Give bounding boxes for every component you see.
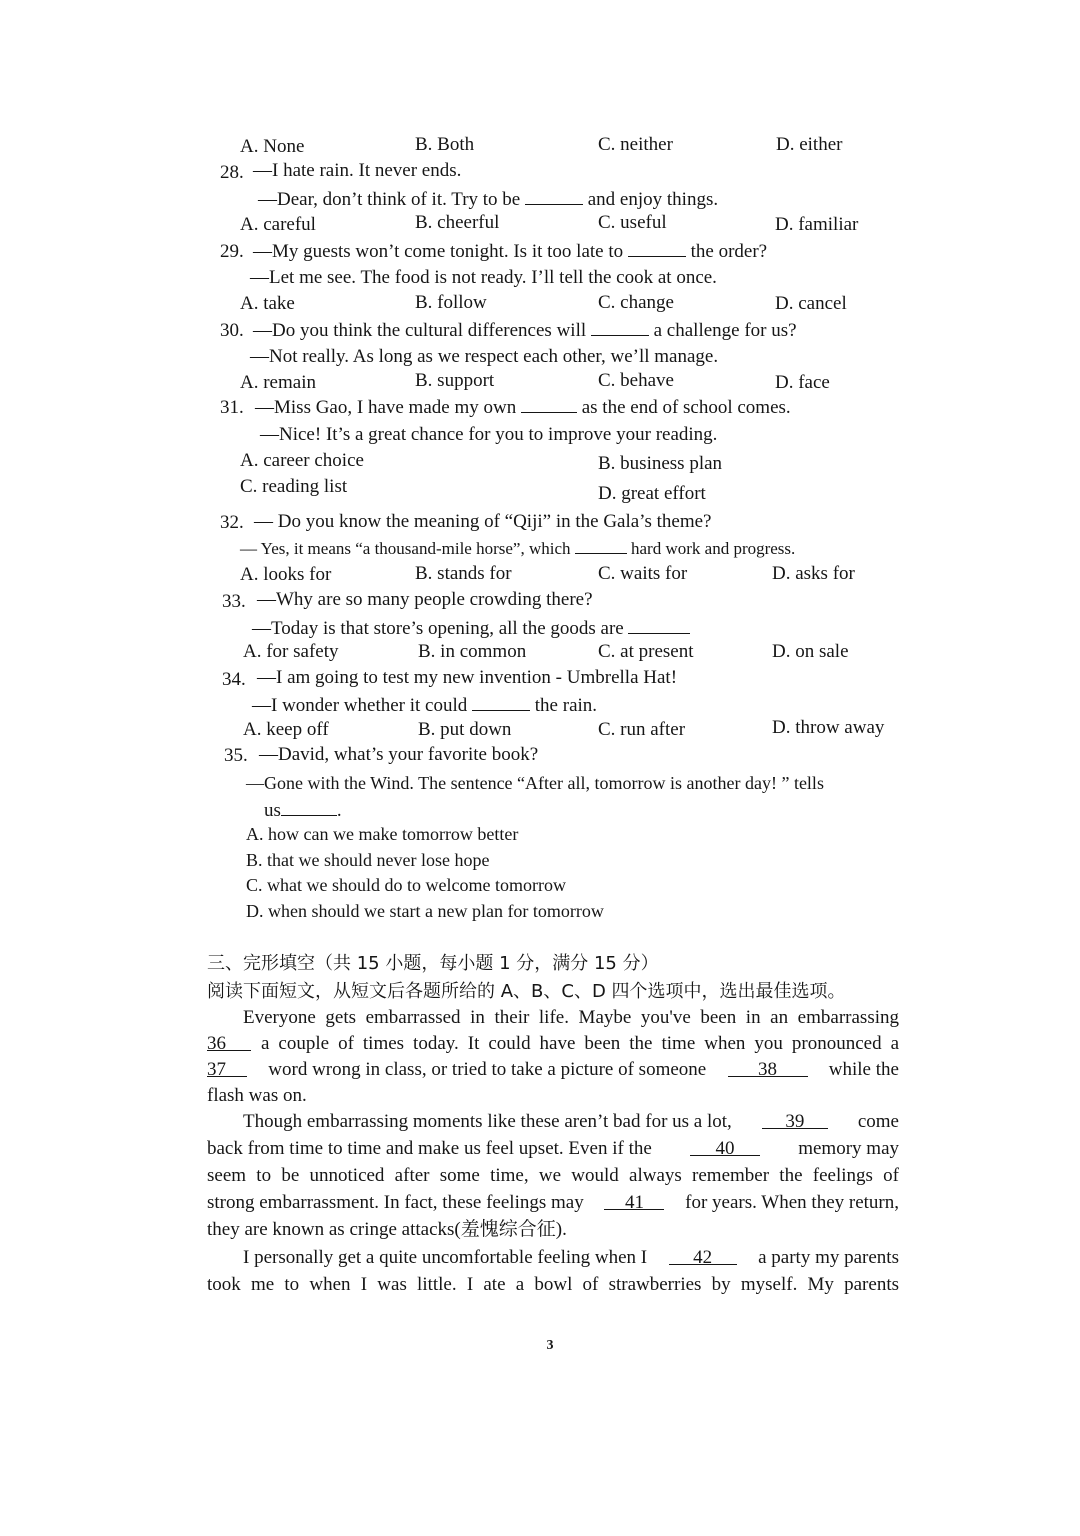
q33-option-a: A. for safety bbox=[243, 641, 339, 662]
q28-number: 28. bbox=[220, 162, 244, 183]
q30-option-d: D. face bbox=[775, 372, 830, 393]
q32-number: 32. bbox=[220, 512, 244, 533]
q33-blank bbox=[628, 615, 690, 634]
q30-line1-before: —Do you think the cultural differences will bbox=[253, 320, 587, 341]
q32-line2 bbox=[240, 537, 795, 561]
passage-p2-line2-after: memory may bbox=[798, 1138, 899, 1159]
q29-option-c: C. change bbox=[598, 292, 674, 313]
blank-41: 41 bbox=[604, 1191, 664, 1210]
q29-option-b: B. follow bbox=[415, 292, 487, 313]
q29-line1-after: the order? bbox=[690, 241, 768, 262]
q35-blank bbox=[281, 797, 337, 816]
q30-number: 30. bbox=[220, 320, 244, 341]
blank-39: 39 bbox=[762, 1110, 828, 1129]
q29-line2: —Let me see. The food is not ready. I’ll tell the cook at once. bbox=[250, 267, 717, 288]
q30-option-b: B. support bbox=[415, 370, 495, 391]
q31-number: 31. bbox=[220, 397, 244, 418]
q30-line1 bbox=[253, 317, 797, 343]
blank-42: 42 bbox=[669, 1246, 737, 1265]
passage-p3-line1 bbox=[243, 1246, 899, 1270]
q34-number: 34. bbox=[222, 669, 246, 690]
q28-line2-before: —Dear, don’t think of it. Try to be bbox=[258, 189, 521, 210]
q35-line3: us . bbox=[264, 797, 342, 823]
passage-p1-line2-text: a couple of times today. It could have been the time when you pronounced a bbox=[261, 1033, 899, 1054]
q28-option-c: C. useful bbox=[598, 212, 667, 233]
q32-option-a: A. looks for bbox=[240, 564, 332, 585]
passage-p2-line4 bbox=[207, 1191, 899, 1215]
q32-line1: — Do you know the meaning of “Qiji” in the Gala’s theme? bbox=[254, 511, 712, 532]
q35-option-b: B. that we should never lose hope bbox=[246, 850, 490, 870]
q31-option-a: A. career choice bbox=[240, 450, 364, 471]
q29-blank bbox=[628, 238, 686, 257]
q27-option-c: C. neither bbox=[598, 134, 673, 155]
q34-line2 bbox=[252, 692, 597, 718]
q35-number: 35. bbox=[224, 745, 248, 766]
passage-p3-line1-before: I personally get a quite uncomfortable feeling when I bbox=[243, 1247, 648, 1268]
q28-option-b: B. cheerful bbox=[415, 212, 500, 233]
q32-option-c: C. waits for bbox=[598, 563, 688, 584]
passage-p2-line2-before: back from time to time and make us feel upset. Even if the bbox=[207, 1138, 652, 1159]
q27-option-b: B. Both bbox=[415, 134, 475, 155]
q35-option-a: A. how can we make tomorrow better bbox=[246, 824, 519, 844]
q28-blank bbox=[525, 186, 583, 205]
q29-option-a: A. take bbox=[240, 293, 295, 314]
q27-option-d: D. either bbox=[776, 134, 843, 155]
blank-38: 38 bbox=[728, 1058, 808, 1077]
passage-p1-line4: flash was on. bbox=[207, 1085, 307, 1106]
blank-37: 37 bbox=[207, 1058, 247, 1077]
q34-blank bbox=[472, 692, 530, 711]
q34-option-c: C. run after bbox=[598, 719, 686, 740]
q34-line1: —I am going to test my new invention - Umbrella Hat! bbox=[257, 667, 678, 688]
passage-p2-line4-before: strong embarrassment. In fact, these feelings may bbox=[207, 1192, 584, 1213]
q35-line2: —Gone with the Wind. The sentence “After all, tomorrow is another day! ” tells bbox=[246, 773, 824, 793]
q31-blank bbox=[521, 394, 577, 413]
q29-number: 29. bbox=[220, 241, 244, 262]
q30-blank bbox=[591, 317, 649, 336]
section3-heading: 三、完形填空（共 15 小题，每小题 1 分，满分 15 分） bbox=[207, 953, 659, 974]
q35-option-c: C. what we should do to welcome tomorrow bbox=[246, 875, 566, 895]
q31-line2: —Nice! It’s a great chance for you to improve your reading. bbox=[260, 424, 718, 445]
q35-line1: —David, what’s your favorite book? bbox=[259, 744, 539, 765]
q31-option-c: C. reading list bbox=[240, 476, 348, 497]
q32-line2-before: — Yes, it means “a thousand-mile horse”, which bbox=[240, 539, 571, 558]
blank-40: 40 bbox=[690, 1137, 760, 1156]
q34-option-b: B. put down bbox=[418, 719, 512, 740]
q30-line1-after: a challenge for us? bbox=[653, 320, 797, 341]
q31-line1 bbox=[255, 394, 791, 420]
q28-line2-after: and enjoy things. bbox=[587, 189, 719, 210]
passage-p2-line1 bbox=[243, 1110, 899, 1134]
q31-line1-before: —Miss Gao, I have made my own bbox=[255, 397, 517, 418]
passage-p1-line2 bbox=[207, 1032, 899, 1056]
q32-blank bbox=[575, 538, 627, 554]
q33-option-d: D. on sale bbox=[772, 641, 849, 662]
section3-instruction: 阅读下面短文，从短文后各题所给的 A、B、C、D 四个选项中，选出最佳选项。 bbox=[207, 981, 846, 1002]
passage-p1-line3-before: word wrong in class, or tried to take a picture of someone bbox=[268, 1059, 707, 1080]
passage-p1-line3 bbox=[207, 1058, 899, 1082]
passage-p1-line3-after: while the bbox=[828, 1059, 899, 1080]
q27-option-a: A. None bbox=[240, 136, 305, 157]
q32-line2-after: hard work and progress. bbox=[631, 539, 796, 558]
q35-line3-text: us bbox=[264, 800, 281, 821]
q30-option-a: A. remain bbox=[240, 372, 316, 393]
passage-p2-line5: they are known as cringe attacks(羞愧综合征). bbox=[207, 1219, 567, 1240]
q30-line2: —Not really. As long as we respect each other, we’ll manage. bbox=[250, 346, 719, 367]
q29-line1-before: —My guests won’t come tonight. Is it too late to bbox=[253, 241, 624, 262]
q32-option-d: D. asks for bbox=[772, 563, 855, 584]
q34-line2-before: —I wonder whether it could bbox=[252, 695, 468, 716]
q33-line1: —Why are so many people crowding there? bbox=[257, 589, 593, 610]
q34-option-a: A. keep off bbox=[243, 719, 329, 740]
q33-number: 33. bbox=[222, 591, 246, 612]
q28-line2 bbox=[258, 186, 718, 212]
q29-option-d: D. cancel bbox=[775, 293, 847, 314]
passage-p3-line1-after: a party my parents bbox=[758, 1247, 899, 1268]
q33-line2-text: —Today is that store’s opening, all the goods are bbox=[252, 618, 624, 639]
q33-option-c: C. at present bbox=[598, 641, 694, 662]
q32-option-b: B. stands for bbox=[415, 563, 512, 584]
q31-line1-after: as the end of school comes. bbox=[581, 397, 791, 418]
q28-option-a: A. careful bbox=[240, 214, 316, 235]
q31-option-b: B. business plan bbox=[598, 453, 723, 474]
passage-p3-line2: took me to when I was little. I ate a bowl of strawberries by myself. My parents bbox=[207, 1274, 899, 1295]
passage-p2-line1-after: come bbox=[857, 1111, 899, 1132]
page-number: 3 bbox=[546, 1338, 554, 1353]
q35-option-d: D. when should we start a new plan for tomorrow bbox=[246, 901, 604, 921]
passage-p2-line4-after: for years. When they return, bbox=[685, 1192, 899, 1213]
q30-option-c: C. behave bbox=[598, 370, 674, 391]
q28-option-d: D. familiar bbox=[775, 214, 859, 235]
q33-option-b: B. in common bbox=[418, 641, 527, 662]
q34-option-d: D. throw away bbox=[772, 717, 885, 738]
passage-p1-line1: Everyone gets embarrassed in their life. Maybe you've been in an embarrassing bbox=[243, 1007, 899, 1028]
q31-option-d: D. great effort bbox=[598, 483, 706, 504]
blank-36: 36 bbox=[207, 1032, 251, 1051]
q34-line2-after: the rain. bbox=[534, 695, 598, 716]
passage-p2-line1-before: Though embarrassing moments like these aren’t bad for us a lot, bbox=[243, 1111, 732, 1132]
q33-line2 bbox=[252, 615, 690, 641]
q29-line1 bbox=[253, 238, 767, 264]
passage-p2-line3: seem to be unnoticed after some time, we would always remember the feelings of bbox=[207, 1165, 899, 1186]
passage-p2-line2 bbox=[207, 1137, 899, 1161]
q28-line1: —I hate rain. It never ends. bbox=[253, 160, 462, 181]
